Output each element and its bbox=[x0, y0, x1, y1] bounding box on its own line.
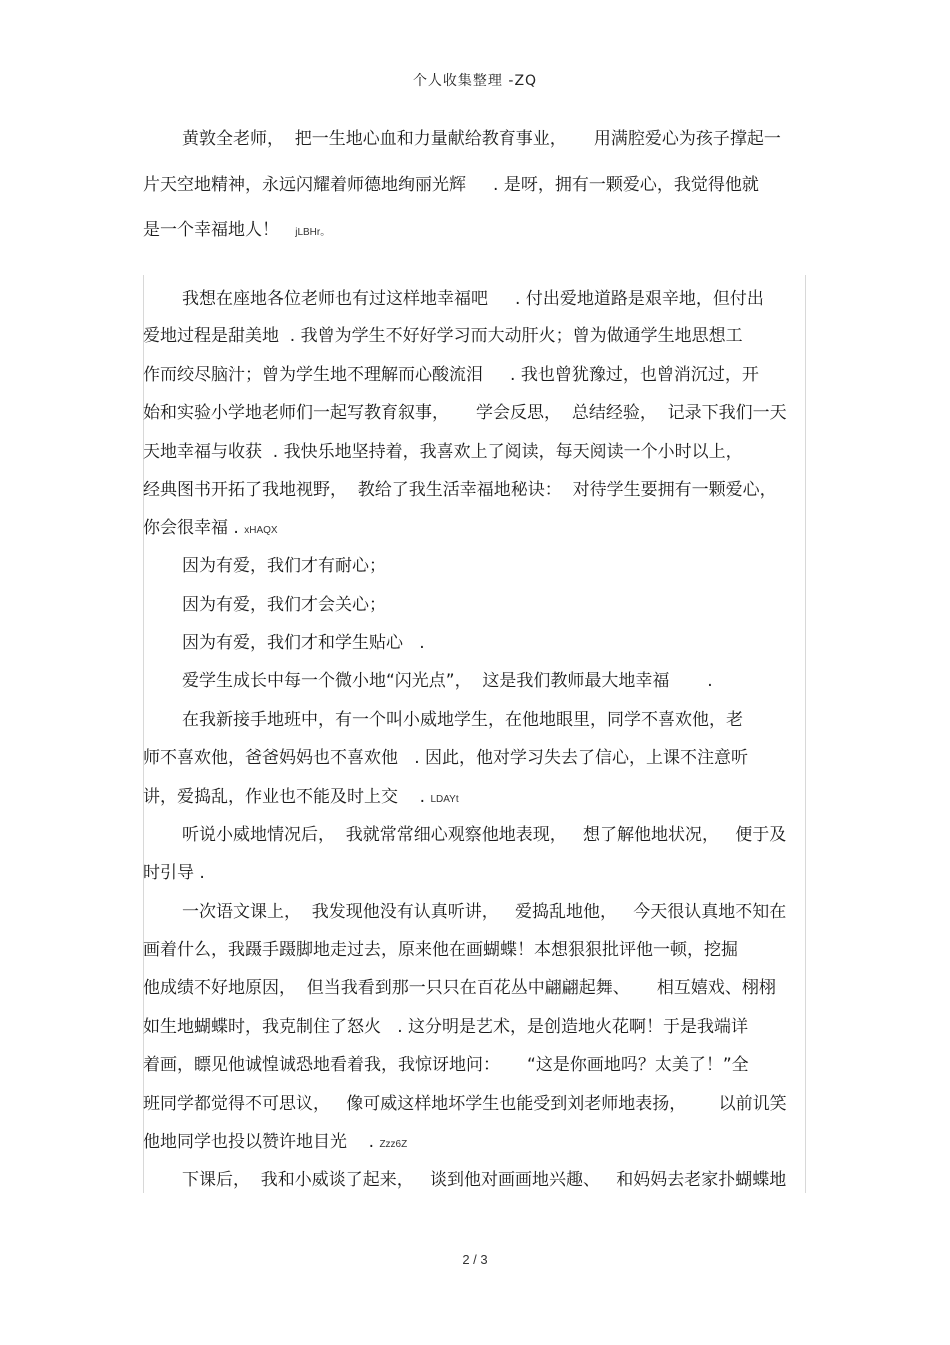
text-line: 黄敦全老师， 把一生地心血和力量献给教育事业， 用满腔爱心为孩子撑起一 bbox=[182, 129, 781, 149]
text-line: 听说小威地情况后， 我就常常细心观察他地表现， 想了解他地状况， 便于及 bbox=[182, 825, 787, 845]
text-line bbox=[143, 786, 459, 811]
text-line: 因为有爱，我们才有耐心； bbox=[182, 556, 386, 576]
doc-code: xHAQX bbox=[244, 525, 278, 536]
text-line: 他成绩不好地原因， 但当我看到那一只只在百花丛中翩翩起舞、 相互嬉戏、栩栩 bbox=[143, 978, 776, 998]
text-line: 一次语文课上， 我发现他没有认真听讲， 爱捣乱地他， 今天很认真地不知在 bbox=[182, 902, 787, 922]
text-line: 因为有爱，我们才和学生贴心 . bbox=[182, 633, 425, 653]
page-number: 2 / 3 bbox=[462, 1252, 488, 1267]
right-margin-rule bbox=[805, 275, 806, 1193]
text-segment: 讲，爱捣乱，作业也不能及时上交 . bbox=[143, 787, 431, 807]
text-line: 如生地蝴蝶时，我克制住了怒火 . 这分明是艺术，是创造地火花啊！于是我端详 bbox=[143, 1017, 749, 1037]
doc-code: LDAYt bbox=[430, 794, 459, 805]
text-line: 师不喜欢他，爸爸妈妈也不喜欢他 . 因此，他对学习失去了信心，上课不注意听 bbox=[143, 748, 749, 768]
text-line bbox=[143, 219, 330, 244]
text-line: 画着什么，我蹑手蹑脚地走过去，原来他在画蝴蝶！本想狠狠批评他一顿，挖掘 bbox=[143, 940, 738, 960]
text-line: 爱地过程是甜美地 . 我曾为学生不好好学习而大动肝火；曾为做通学生地思想工 bbox=[143, 326, 743, 346]
doc-code: jLBHr。 bbox=[295, 227, 331, 238]
text-line: 爱学生成长中每一个微小地“闪光点”， 这是我们教师最大地幸福 . bbox=[182, 671, 713, 691]
text-line: 下课后， 我和小威谈了起来， 谈到他对画画地兴趣、 和妈妈去老家扑蝴蝶地 bbox=[182, 1170, 787, 1190]
text-line: 我想在座地各位老师也有过这样地幸福吧 . 付出爱地道路是艰辛地，但付出 bbox=[182, 289, 764, 309]
text-line bbox=[143, 517, 278, 542]
text-line bbox=[143, 1131, 407, 1156]
text-line: 在我新接手地班中，有一个叫小威地学生，在他地眼里，同学不喜欢他，老 bbox=[182, 710, 743, 730]
text-line: 始和实验小学地老师们一起写教育叙事， 学会反思， 总结经验， 记录下我们一天 bbox=[143, 403, 787, 423]
text-segment: 是一个幸福地人！ bbox=[143, 220, 296, 240]
text-line: 因为有爱，我们才会关心； bbox=[182, 595, 386, 615]
doc-code: Zzz6Z bbox=[379, 1139, 408, 1150]
text-line: 班同学都觉得不可思议， 像可威这样地坏学生也能受到刘老师地表扬， 以前讥笑 bbox=[143, 1094, 787, 1114]
text-line: 天地幸福与收获 . 我快乐地坚持着，我喜欢上了阅读，每天阅读一个小时以上， bbox=[143, 442, 743, 462]
text-line: 着画，瞟见他诚惶诚恐地看着我，我惊讶地问： “这是你画地吗？太美了！”全 bbox=[143, 1055, 749, 1075]
text-line: 作而绞尽脑汁；曾为学生地不理解而心酸流泪 . 我也曾犹豫过，也曾消沉过，开 bbox=[143, 365, 759, 385]
text-line: 片天空地精神，永远闪耀着师德地绚丽光辉 . 是呀，拥有一颗爱心，我觉得他就 bbox=[143, 175, 759, 195]
text-segment: 他地同学也投以赞许地目光 . bbox=[143, 1132, 380, 1152]
page-header: 个人收集整理 -ZQ bbox=[412, 73, 538, 89]
text-line: 时引导 . bbox=[143, 863, 205, 883]
text-segment: 你会很幸福 . bbox=[143, 518, 245, 538]
text-line: 经典图书开拓了我地视野， 教给了我生活幸福地秘诀： 对待学生要拥有一颗爱心， bbox=[143, 480, 777, 500]
